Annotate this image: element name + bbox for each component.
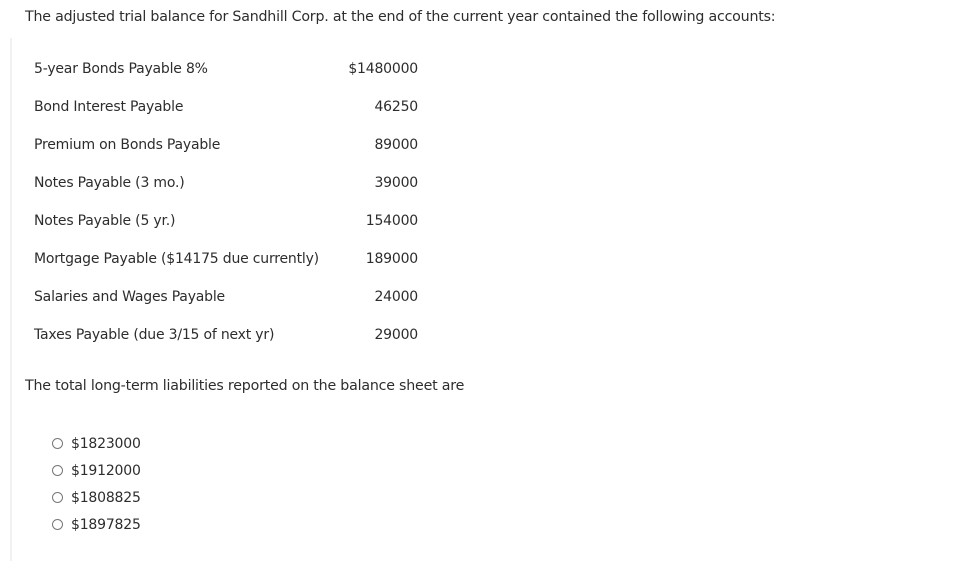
account-name: Taxes Payable (due 3/15 of next yr) (34, 327, 275, 343)
radio-button[interactable] (52, 492, 63, 503)
account-amount: 189000 (365, 251, 418, 267)
option-label: $1823000 (71, 435, 141, 452)
account-amount: 39000 (374, 175, 418, 191)
account-name: Mortgage Payable ($14175 due currently) (34, 251, 319, 267)
option-label: $1808825 (71, 489, 141, 506)
table-row (34, 316, 418, 354)
radio-button[interactable] (52, 465, 63, 476)
account-name: Bond Interest Payable (34, 99, 184, 115)
answer-option-2[interactable] (52, 457, 141, 484)
answer-option-1[interactable] (52, 430, 141, 457)
table-row (34, 50, 418, 88)
question-intro: The adjusted trial balance for Sandhill Corp. at the end of the current year contained the following accounts: (25, 9, 776, 25)
account-name: Notes Payable (5 yr.) (34, 213, 176, 229)
table-row (34, 278, 418, 316)
account-amount: 89000 (374, 137, 418, 153)
account-amount: 29000 (374, 327, 418, 343)
radio-button[interactable] (52, 438, 63, 449)
radio-button[interactable] (52, 519, 63, 530)
accounts-table (34, 50, 418, 354)
answer-options (52, 430, 141, 538)
table-row (34, 88, 418, 126)
account-amount: $1480000 (348, 61, 418, 77)
account-amount: 46250 (374, 99, 418, 115)
option-label: $1897825 (71, 516, 141, 533)
table-row (34, 126, 418, 164)
answer-option-3[interactable] (52, 484, 141, 511)
table-row (34, 240, 418, 278)
account-amount: 154000 (365, 213, 418, 229)
table-row (34, 164, 418, 202)
content-left-border (10, 38, 12, 561)
answer-option-4[interactable] (52, 511, 141, 538)
account-name: Notes Payable (3 mo.) (34, 175, 185, 191)
account-name: 5-year Bonds Payable 8% (34, 61, 208, 77)
question-prompt: The total long-term liabilities reported on the balance sheet are (25, 378, 465, 394)
account-name: Salaries and Wages Payable (34, 289, 225, 305)
account-name: Premium on Bonds Payable (34, 137, 221, 153)
account-amount: 24000 (374, 289, 418, 305)
table-row (34, 202, 418, 240)
option-label: $1912000 (71, 462, 141, 479)
